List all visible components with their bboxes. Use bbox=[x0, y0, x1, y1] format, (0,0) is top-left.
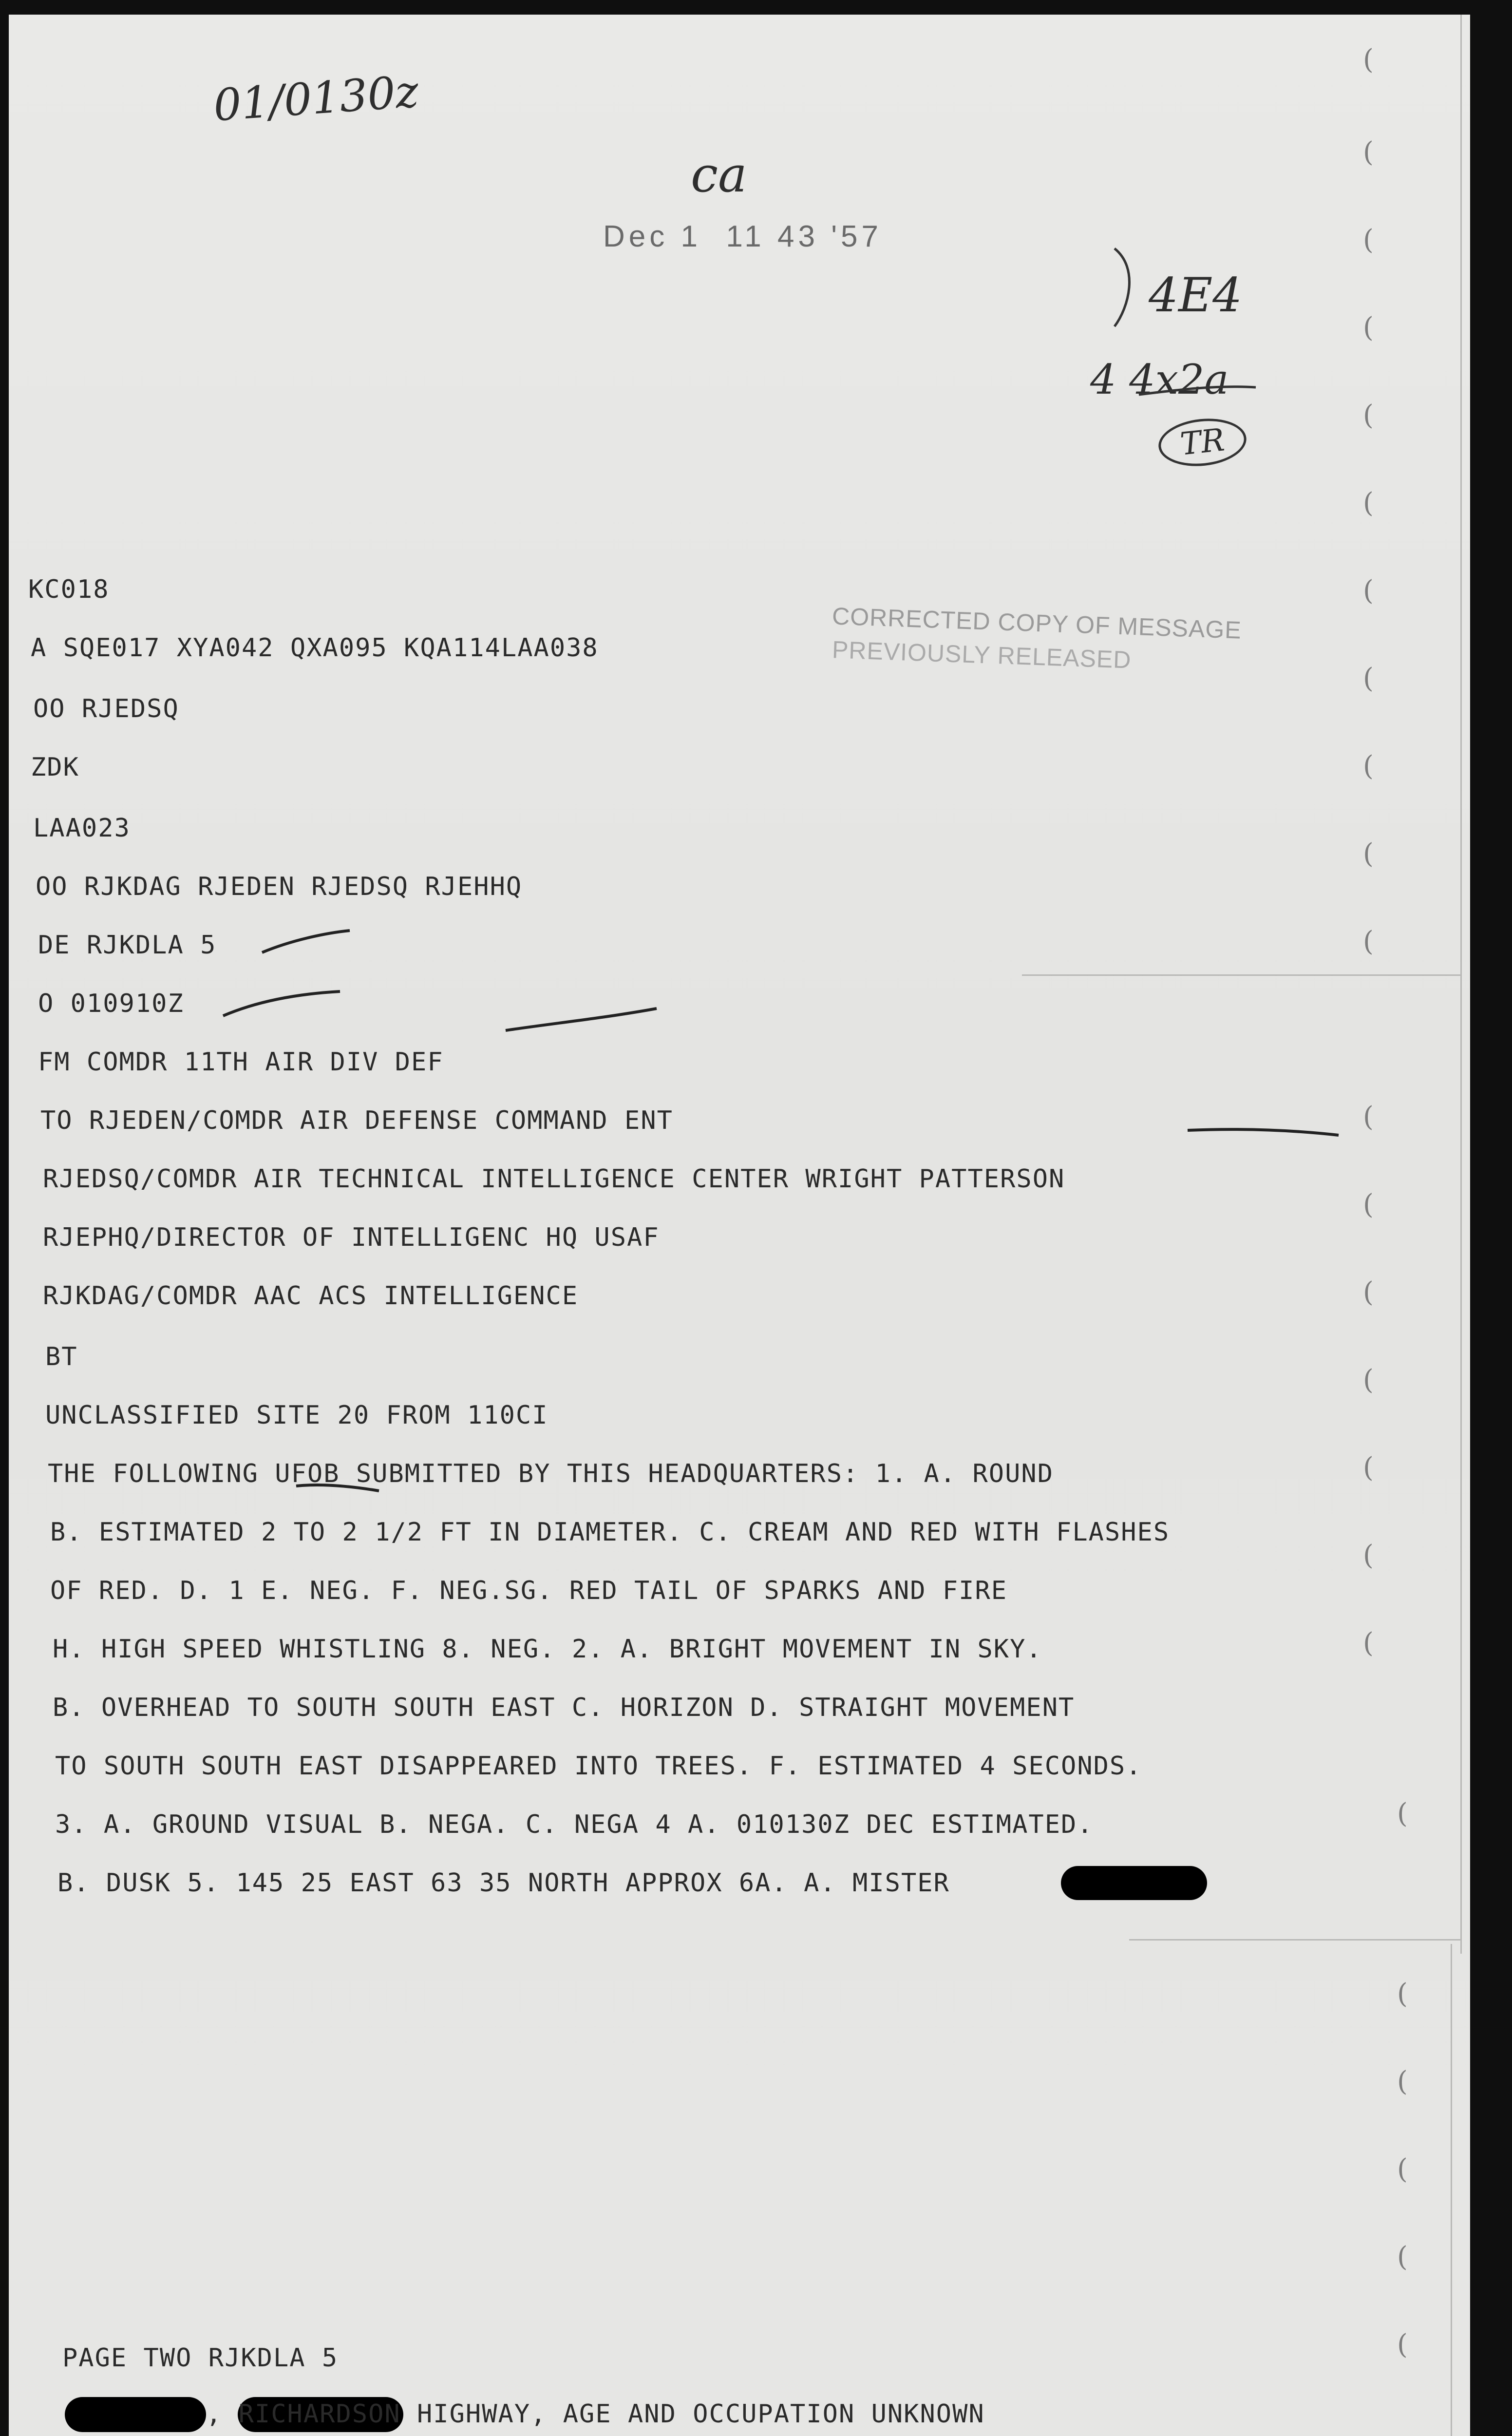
body-line: THE FOLLOWING UFOB SUBMITTED BY THIS HEADQUARTERS: 1. A. ROUND bbox=[48, 1459, 1054, 1488]
pen-stroke bbox=[296, 1485, 379, 1491]
header-line: LAA023 bbox=[33, 814, 131, 843]
body-line: TO SOUTH SOUTH EAST DISAPPEARED INTO TREES. F. ESTIMATED 4 SECONDS. bbox=[55, 1751, 1142, 1781]
body-line: RJEPHQ/DIRECTOR OF INTELLIGENC HQ USAF bbox=[43, 1223, 660, 1252]
body-line: UNCLASSIFIED SITE 20 FROM 110CI bbox=[45, 1401, 548, 1430]
header-line: A SQE017 XYA042 QXA095 KQA114LAA038 bbox=[31, 633, 599, 663]
handwritten-file-note: 4E4 bbox=[1149, 268, 1243, 323]
release-stamp-line-1: CORRECTED COPY OF MESSAGE bbox=[832, 602, 1242, 644]
pen-stroke bbox=[506, 1009, 657, 1030]
pen-stroke bbox=[262, 931, 350, 952]
body-line: TO RJEDEN/COMDR AIR DEFENSE COMMAND ENT bbox=[40, 1106, 673, 1135]
handwritten-file-note-2: 4 4x2a bbox=[1090, 356, 1229, 403]
page-two-header: PAGE TWO RJKDLA 5 bbox=[62, 2343, 339, 2373]
body-line: B. OVERHEAD TO SOUTH SOUTH EAST C. HORIZON D. STRAIGHT MOVEMENT bbox=[53, 1693, 1075, 1722]
body-line: 3. A. GROUND VISUAL B. NEGA. C. NEGA 4 A. 010130Z DEC ESTIMATED. bbox=[55, 1810, 1094, 1839]
page-two-line: , RICHARDSON HIGHWAY, AGE AND OCCUPATION UNKNOWN bbox=[206, 2399, 985, 2429]
body-line: B. ESTIMATED 2 TO 2 1/2 FT IN DIAMETER. C. CREAM AND RED WITH FLASHES bbox=[50, 1518, 1170, 1547]
body-line: BT bbox=[45, 1342, 78, 1371]
date-received-stamp: Dec 1 11 43 '57 bbox=[603, 220, 882, 253]
body-line: OF RED. D. 1 E. NEG. F. NEG.SG. RED TAIL OF SPARKS AND FIRE bbox=[50, 1576, 1008, 1605]
pen-stroke bbox=[1139, 387, 1256, 395]
pen-strokes bbox=[9, 15, 1470, 2436]
header-line: O 010910Z bbox=[38, 989, 184, 1018]
header-line: KC018 bbox=[28, 575, 110, 604]
header-line: OO RJKDAG RJEDEN RJEDSQ RJEHHQ bbox=[36, 872, 523, 901]
handwritten-circled-initials: TR bbox=[1156, 415, 1248, 470]
header-line: OO RJEDSQ bbox=[33, 694, 179, 723]
teletype-message-sheet: 01/0130z ca 4E4 4 4x2a TR Dec 1 11 43 '57 CORRECTED COPY OF MESSAGE PREVIOUSLY RELEASED KC018 A SQE017 XYA042 QXA095 KQA114LAA038 OO RJEDSQ ZDK LAA023 OO RJKDAG RJEDEN RJEDSQ RJEHHQ DE RJKDLA 5 O 010910Z FM COMDR 11TH AIR DIV DEF TO RJEDEN/COMDR AIR DEFENSE COMMAND ENT RJEDSQ/COMDR AIR TECHNICAL INTELLIGENCE CENTER WRIGHT PATTERSON RJEPHQ/DIRECTOR OF INTELLIGENC HQ USAF RJKDAG/COMDR AAC ACS INTELLIGENCE BT UNCLASSIFIED SITE 20 FROM 110CI THE FOLLOWING UFOB SUBMITTED BY THIS HEADQUARTERS: 1. A. ROUND B. ESTIMATED 2 TO 2 1/2 FT IN DIAMETER. C. CREAM AND RED WITH FLASHES OF RED. D. 1 E. NEG. F. NEG.SG. RED TAIL OF SPARKS AND FIRE H. HIGH SPEED WHISTLING 8. NEG. 2. A. BRIGHT MOVEMENT IN SKY. B. OVERHEAD TO SOUTH SOUTH EAST C. HORIZON D. STRAIGHT MOVEMENT TO SOUTH SOUTH EAST DISAPPEARED INTO TREES. F. ESTIMATED 4 SECONDS. 3. A. GROUND VISUAL B. NEGA. C. NEGA 4 A. 010130Z DEC ESTIMATED. B. DUSK 5. 145 25 EAST 63 35 NORTH APPROX 6A. A. MISTER PAGE TWO RJKDLA 5 , RICHARDSON HIGHWAY, AGE AND OCCUPATION UNKNOWN ( ( ( ( ( ( ( ( ( ( ( ( ( ( ( ( ( ( ( ( ( ( ( ( bbox=[9, 15, 1470, 2436]
pen-stroke bbox=[1188, 1129, 1339, 1135]
header-line: ZDK bbox=[31, 753, 79, 782]
body-line: B. DUSK 5. 145 25 EAST 63 35 NORTH APPROX 6A. A. MISTER bbox=[57, 1868, 950, 1898]
release-stamp-line-2: PREVIOUSLY RELEASED bbox=[832, 636, 1132, 674]
body-line: H. HIGH SPEED WHISTLING 8. NEG. 2. A. BRIGHT MOVEMENT IN SKY. bbox=[53, 1635, 1042, 1664]
body-line: RJEDSQ/COMDR AIR TECHNICAL INTELLIGENCE CENTER WRIGHT PATTERSON bbox=[43, 1164, 1065, 1194]
body-line: RJKDAG/COMDR AAC ACS INTELLIGENCE bbox=[43, 1281, 579, 1311]
pen-stroke bbox=[223, 991, 340, 1016]
body-line: FM COMDR 11TH AIR DIV DEF bbox=[38, 1047, 444, 1077]
header-line: DE RJKDLA 5 bbox=[38, 931, 217, 960]
handwritten-initials: ca bbox=[691, 146, 747, 203]
handwritten-time-note: 01/0130z bbox=[211, 66, 420, 132]
pen-stroke bbox=[1115, 248, 1129, 326]
